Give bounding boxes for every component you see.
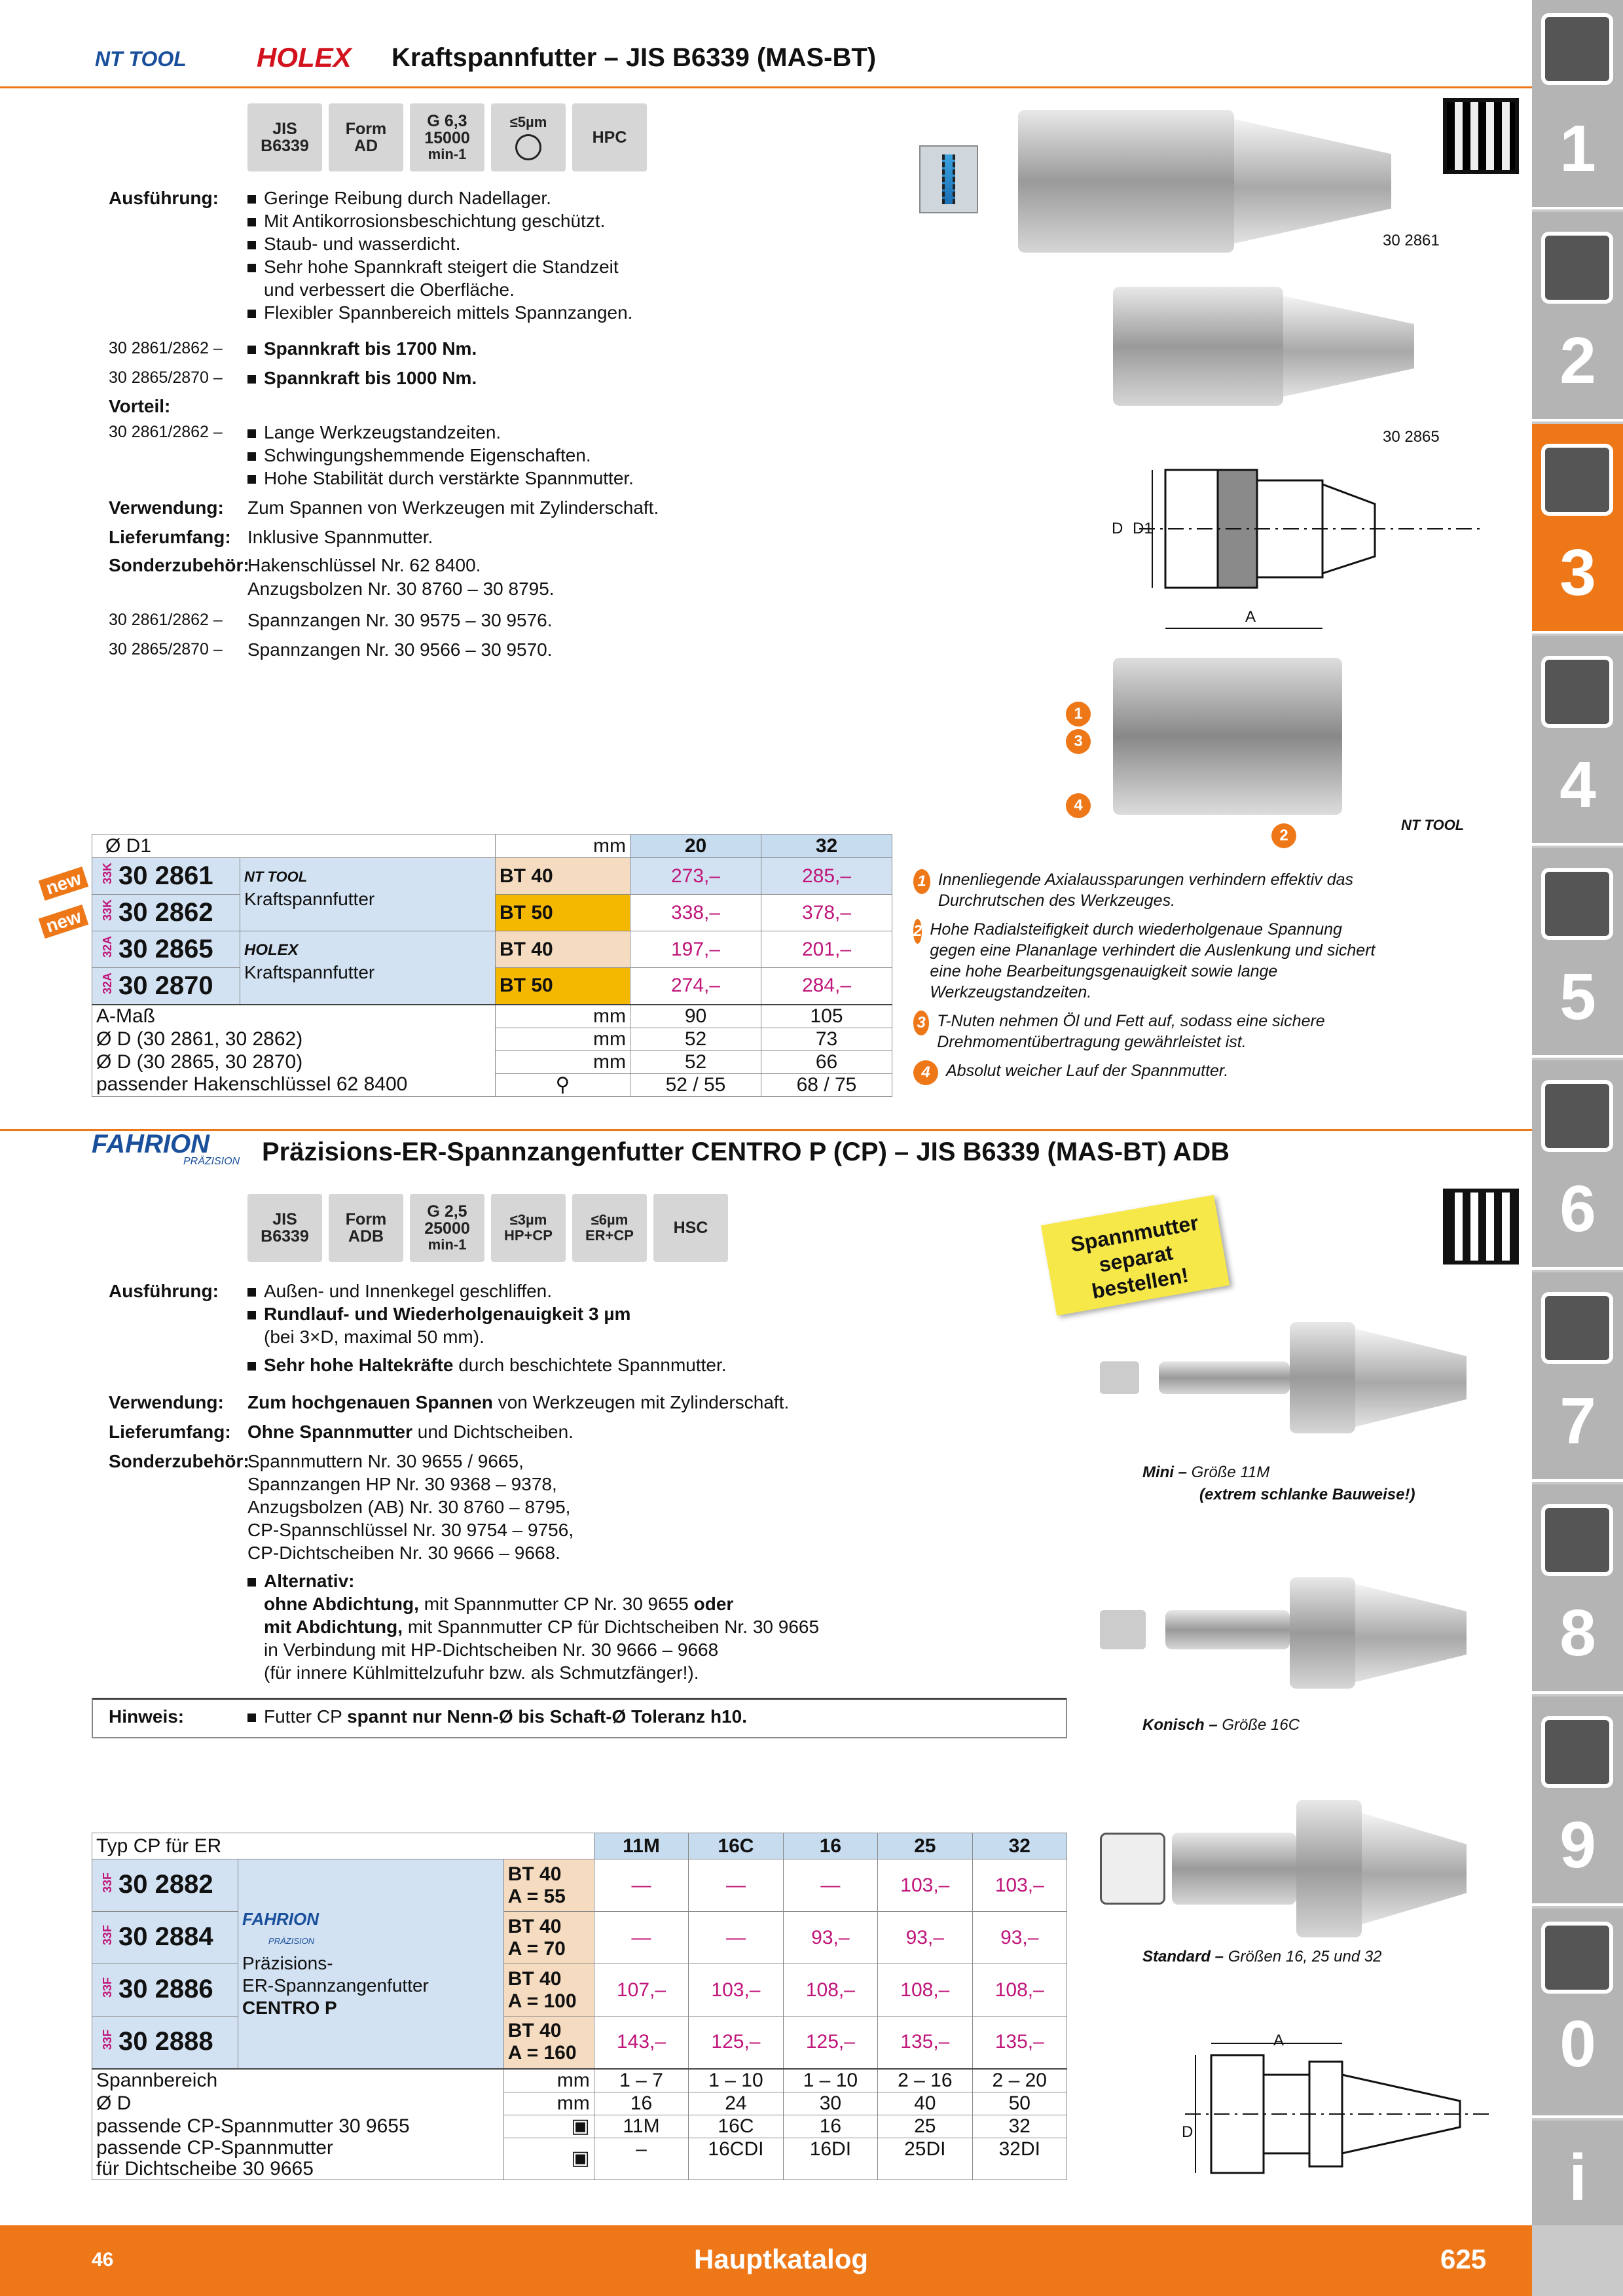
symbol-hpc: HPC [572,103,647,171]
s1-z1-label: 30 2861/2862 – [109,611,223,629]
new-badge-2: new [39,905,89,939]
s1-verw-label: Verwendung: [109,497,224,518]
s1-sond2: Anzugsbolzen Nr. 30 8760 – 30 8795. [247,579,555,599]
product-image-302865 [1113,287,1401,406]
holex-logo: HOLEX [257,42,352,73]
dimension-drawing-2 [1172,2036,1499,2193]
footer-title: Hauptkatalog [694,2244,869,2274]
symbol-runout: ≤5µm [491,103,566,171]
qr-code-1 [1443,98,1519,174]
table-row: 33K 30 2862 [92,895,240,931]
table-row: 33F 30 2884 [92,1912,238,1964]
s2-ausf-label: Ausführung: [109,1281,219,1301]
caption-302865: 30 2865 [1383,428,1440,446]
dimension-drawing-1 [1100,458,1493,635]
s1-vorteile: Lange Werkzeugstandzeiten. Schwingungshemmende Eigenschaften. Hohe Stabilität durch verstärkte Spannmutter. [247,421,634,490]
s1-lief: Inklusive Spannmutter. [247,527,433,547]
coolant-icon [919,145,978,213]
page-title: Kraftspannfutter – JIS B6339 (MAS-BT) [392,43,877,72]
dim-d1: D1 [1133,520,1153,537]
caption-mini: Mini – Größe 11M [1142,1463,1270,1481]
s2-title: Präzisions-ER-Spannzangenfutter CENTRO P (CP) – JIS B6339 (MAS-BT) ADB [262,1138,1230,1166]
s1-ausf-list: Geringe Reibung durch Nadellager. Mit Antikorrosionsbeschichtung geschützt. Staub- und wasserdicht. Sehr hohe Spannkraft steigert die Standzeit und verbessert die Oberfläche. Flexibler Spannbereich mittels Spannzangen. [247,187,632,324]
s2-ausf: Außen- und Innenkegel geschliffen. Rundlauf- und Wiederholgenauigkeit 3 µm (bei 3×D, maximal 50 mm). Sehr hohe Haltekräfte durch beschichtete Spannmutter. [247,1280,727,1376]
s1-vorteil: Vorteil: [109,396,171,416]
s2-header-line [0,1129,1532,1131]
caption-302861: 30 2861 [1383,232,1440,249]
s1-th-label: Ø D1 [92,834,496,858]
chuck-icon [1541,444,1613,516]
symbol-balance: G 6,3 15000 min-1 [410,103,484,171]
new-badge-1: new [39,867,89,901]
s2-sond-label: Sonderzubehör: [109,1451,249,1471]
tab-4[interactable]: 4 [1532,636,1623,846]
s1-ausf-label: Ausführung: [109,188,219,208]
tab-9[interactable]: 9 [1532,1696,1623,1906]
tab-0[interactable]: 0 [1532,1909,1623,2118]
tab-6[interactable]: 6 [1532,1060,1623,1270]
caliper-icon [1541,656,1613,728]
s2-lief-label: Lieferumfang: [109,1422,231,1442]
s1-z2: Spannzangen Nr. 30 9566 – 30 9570. [247,639,553,660]
pliers-icon [1541,1292,1613,1364]
s1-verw: Zum Spannen von Werkzeugen mit Zylinderschaft. [247,497,659,518]
s2-verw-label: Verwendung: [109,1392,224,1412]
fahrion-sub: PRÄZISION [183,1156,240,1167]
safety-glasses-icon [1541,1922,1613,1994]
s1-z2-label: 30 2865/2870 – [109,640,223,658]
tab-2[interactable]: 2 [1532,212,1623,422]
footer-left: 46 [92,2249,114,2270]
table-row: 33F 30 2888 [92,2017,238,2069]
nt-tool-logo: NT TOOL [95,47,187,71]
s1-sond-label: Sonderzubehör: [109,555,249,575]
s1-notes: 1 Innenliegende Axialaussparungen verhindern effektiv das Durchrutschen des Werkzeuges. 2 Hohe Radialsteifigkeit durch wiederholgenaue Spannung gegen eine Plananlage verhindert die Auslenkung und sichert eine hohe Bearbeitungsgenauigkeit sowie lange Werkzeugstandzeiten. 3 T-Nuten nehmen Öl und Fett auf, sodass eine sichere Drehmomentübertragung gewährleistet ist. 4 Absolut weicher Lauf der Spannmutter. [913,869,1385,1085]
table-row: 32A 30 2865 [92,931,240,968]
caption-standard: Standard – Größen 16, 25 und 32 [1142,1948,1382,1965]
footer-page: 625 [1440,2244,1487,2274]
side-tabs [1532,0,1623,2296]
nt-tool-logo-small: NT TOOL [1401,817,1465,833]
tab-3[interactable]: 3 [1532,424,1623,634]
product-image-standard [1100,1800,1473,1944]
s1-z1: Spannzangen Nr. 30 9575 – 30 9576. [247,610,553,630]
drill-icon [1541,13,1613,85]
tab-1[interactable]: 1 [1532,0,1623,209]
symbol-form: Form AD [329,103,403,171]
s1-r2-label: 30 2865/2870 – [109,368,223,387]
s2-symbols: JIS B6339 Form ADB G 2,5 25000 min-1 ≤3µm HP+CP ≤6µm ER+CP HSC [247,1194,728,1262]
dim-a: A [1245,608,1256,626]
s1-r2: Spannkraft bis 1000 Nm. [247,367,477,389]
cabinet-icon [1541,1716,1613,1788]
s2-lief: Ohne Spannmutter und Dichtscheiben. [247,1422,574,1442]
dim2-a: A [1273,2032,1285,2049]
hinweis-label: Hinweis: [109,1706,185,1727]
s1-r1: Spannkraft bis 1700 Nm. [247,337,477,360]
s1-sond1: Hakenschlüssel Nr. 62 8400. [247,555,481,575]
s2-verw: Zum hochgenauen Spannen von Werkzeugen mit Zylinderschaft. [247,1392,790,1412]
dim-d: D [1112,520,1123,537]
dim2-d: D [1182,2123,1194,2141]
table-row: 32A 30 2870 [92,968,240,1005]
saw-icon [1541,868,1613,940]
product-image-konisch [1100,1564,1473,1695]
tab-5[interactable]: 5 [1532,848,1623,1058]
product-image-mini [1100,1309,1473,1440]
hinweis: Futter CP spannt nur Nenn-Ø bis Schaft-Ø Toleranz h10. [247,1705,747,1728]
nut-icon: ▣ [503,2115,594,2138]
tab-8[interactable]: 8 [1532,1484,1623,1694]
table-row: 33F 30 2886 [92,1964,238,2017]
tab-7[interactable]: 7 [1532,1272,1623,1482]
tab-info[interactable]: i [1532,2121,1623,2225]
cutaway-image [1113,658,1342,815]
tools-icon [1541,1080,1613,1152]
s1-lief-label: Lieferumfang: [109,527,231,547]
sealed-nut-icon: ▣ [503,2138,594,2180]
s2-price-table: Typ CP für ER 11M 16C 16 25 32 33F 30 2882 FAHRION PRÄZISION Präzisions- ER-Spannzangenfutter CENTRO P BT 40 A = 55 — — — 103,– 103,– 33F 30 2884 BT 40 A = 70 — — 93,– 93,– 93,– 33F 30 2886 BT 40 A = 100 107,– 103,– 108,– 108,– 108,– 33F 30 2888 BT 40 A = 160 143,– 125,– 125,– 135,– 135,– Spannbereich mm 1 – 7 1 – 10 1 – 10 2 – 16 2 – 20 Ø D mm 16 24 30 40 50 passende CP-Spannmutter 30 9655 ▣ 11M 16C 16 25 32 passende CP-Spannmutter für Dichtscheibe 30 9665 ▣ – 16CDI 16DI 25DI 32DI [92,1833,1067,2180]
table-row: 33K 30 2861 [92,858,240,895]
s1-price-table: Ø D1 mm 20 32 33K 30 2861 NT TOOL Kraftspannfutter BT 40 273,– 285,– 33K 30 2862 BT 50 338,– 378,– 32A 30 2865 HOLEX Kraftspannfutter BT 40 197,– 201,– 32A 30 2870 BT 50 274,– 284,– A-Maß mm 90 105 Ø D (30 2861, 30 2862) mm 52 73 Ø D (30 2865, 30 2870) mm 52 66 passender Hakenschlüssel 62 8400 ⚲ 52 / 55 68 / 75 [92,834,892,1097]
symbol-jis: JIS B6339 [247,103,322,171]
fahrion-logo: FAHRION [92,1130,210,1158]
hand-tools-icon [1541,1504,1613,1576]
s1-symbols [247,103,647,171]
s1-r1-label: 30 2861/2862 – [109,339,223,357]
table-row: 33F 30 2882 [92,1859,238,1912]
hook-wrench-icon: ⚲ [496,1073,630,1096]
product-image-302861 [1018,110,1411,253]
s1-vorteil-label: 30 2861/2862 – [109,423,223,441]
runout-icon [515,134,541,160]
caption-konisch: Konisch – Größe 16C [1142,1716,1300,1734]
caption-mini-2: (extrem schlanke Bauweise!) [1199,1486,1415,1503]
s2-sond: Spannmuttern Nr. 30 9655 / 9665, Spannzangen HP Nr. 30 9368 – 9378, Anzugsbolzen (AB) Nr. 30 8760 – 8795, CP-Spannschlüssel Nr. 30 9754 – 9756, CP-Dichtscheiben Nr. 30 9666 – 9668. Alternativ: ohne Abdichtung, mit Spannmutter CP Nr. 30 9655 oder mit Abdichtung, mit Spannmutter CP für Dichtscheiben Nr. 30 9665 in Verbindung mit HP-Dichtscheiben Nr. 30 9666 – 9668 (für innere Kühlmittelzufuhr bzw. als Schmutzfänger!). [247,1451,820,1683]
sticker: Spannmutter separat bestellen! [1041,1195,1230,1316]
insert-icon [1541,232,1613,304]
qr-code-2 [1443,1189,1519,1265]
